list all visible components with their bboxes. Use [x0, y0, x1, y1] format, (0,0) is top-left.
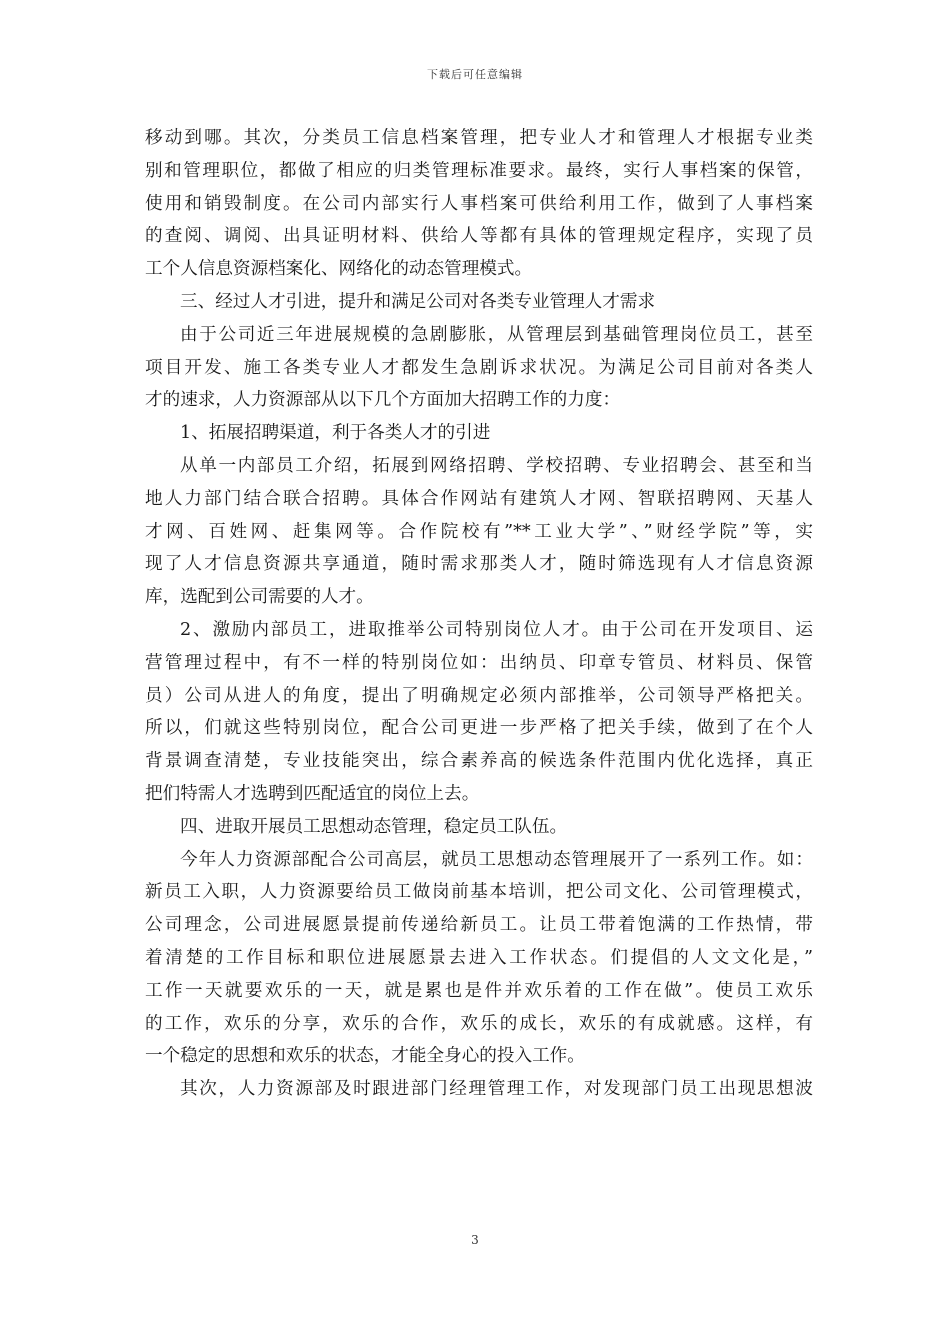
text-line: 新员工入职，人力资源要给员工做岗前基本培训，把公司文化、公司管理模式， — [145, 882, 813, 903]
text-line: 由于公司近三年进展规模的急剧膨胀，从管理层到基础管理岗位员工，甚至 — [180, 324, 813, 345]
text-line: 工个人信息资源档案化、网络化的动态管理模式。 — [145, 259, 533, 280]
text-line: 才网、百姓网、赶集网等。合作院校有”**工业大学”、”财经学院”等，实 — [145, 521, 813, 542]
text-line: 库，选配到公司需要的人才。 — [145, 587, 374, 608]
text-line: 才的速求，人力资源部从以下几个方面加大招聘工作的力度： — [145, 390, 621, 411]
text-line: 一个稳定的思想和欢乐的状态，才能全身心的投入工作。 — [145, 1046, 585, 1067]
text-line: 把们特需人才选聘到匹配适宜的岗位上去。 — [145, 783, 480, 804]
text-line: 使用和销毁制度。在公司内部实行人事档案可供给利用工作，做到了人事档案 — [145, 193, 813, 214]
text-line: 移动到哪。其次，分类员工信息档案管理，把专业人才和管理人才根据专业类 — [145, 128, 813, 148]
text-line: 员）公司从进人的角度，提出了明确规定必须内部推举，公司领导严格把关。 — [145, 685, 813, 706]
text-line: 着清楚的工作目标和职位进展愿景去进入工作状态。们提倡的人文文化是，” — [145, 947, 813, 968]
text-line: 别和管理职位，都做了相应的归类管理标准要求。最终，实行人事档案的保管， — [145, 160, 813, 181]
text-line: 2、激励内部员工，进取推举公司特别岗位人才。由于公司在开发项目、运 — [180, 619, 813, 640]
document-body — [145, 122, 813, 1106]
text-line: 营管理过程中，有不一样的特别岗位如：出纳员、印章专管员、材料员、保管 — [145, 652, 813, 673]
text-line: 工作一天就要欢乐的一天，就是累也是件并欢乐着的工作在做”。使员工欢乐 — [145, 980, 813, 1001]
text-line: 的查阅、调阅、出具证明材料、供给人等都有具体的管理规定程序，实现了员 — [145, 226, 813, 247]
page-number: 3 — [471, 1233, 479, 1247]
text-line: 所以，们就这些特别岗位，配合公司更进一步严格了把关手续，做到了在个人 — [145, 718, 813, 739]
text-line: 现了人才信息资源共享通道，随时需求那类人才，随时筛选现有人才信息资源 — [145, 554, 813, 575]
text-line: 三、经过人才引进，提升和满足公司对各类专业管理人才需求 — [180, 291, 656, 312]
text-line: 今年人力资源部配合公司高层，就员工思想动态管理展开了一系列工作。如： — [180, 849, 813, 870]
text-line: 从单一内部员工介绍，拓展到网络招聘、学校招聘、专业招聘会、甚至和当 — [180, 455, 813, 476]
text-line: 四、进取开展员工思想动态管理，稳定员工队伍。 — [180, 816, 568, 837]
text-line: 其次，人力资源部及时跟进部门经理管理工作，对发现部门员工出现思想波 — [180, 1079, 813, 1100]
page-header: 下载后可任意编辑 — [427, 68, 523, 81]
text-line: 项目开发、施工各类专业人才都发生急剧诉求状况。为满足公司目前对各类人 — [145, 357, 813, 378]
text-line: 公司理念，公司进展愿景提前传递给新员工。让员工带着饱满的工作热情，带 — [145, 915, 813, 936]
text-line: 地人力部门结合联合招聘。具体合作网站有建筑人才网、智联招聘网、天基人 — [145, 488, 813, 509]
text-line: 背景调查清楚，专业技能突出，综合素养高的候选条件范围内优化选择，真正 — [145, 751, 813, 772]
text-line: 的工作，欢乐的分享，欢乐的合作，欢乐的成长，欢乐的有成就感。这样，有 — [145, 1013, 813, 1034]
text-line: 1、拓展招聘渠道，利于各类人才的引进 — [180, 423, 491, 444]
